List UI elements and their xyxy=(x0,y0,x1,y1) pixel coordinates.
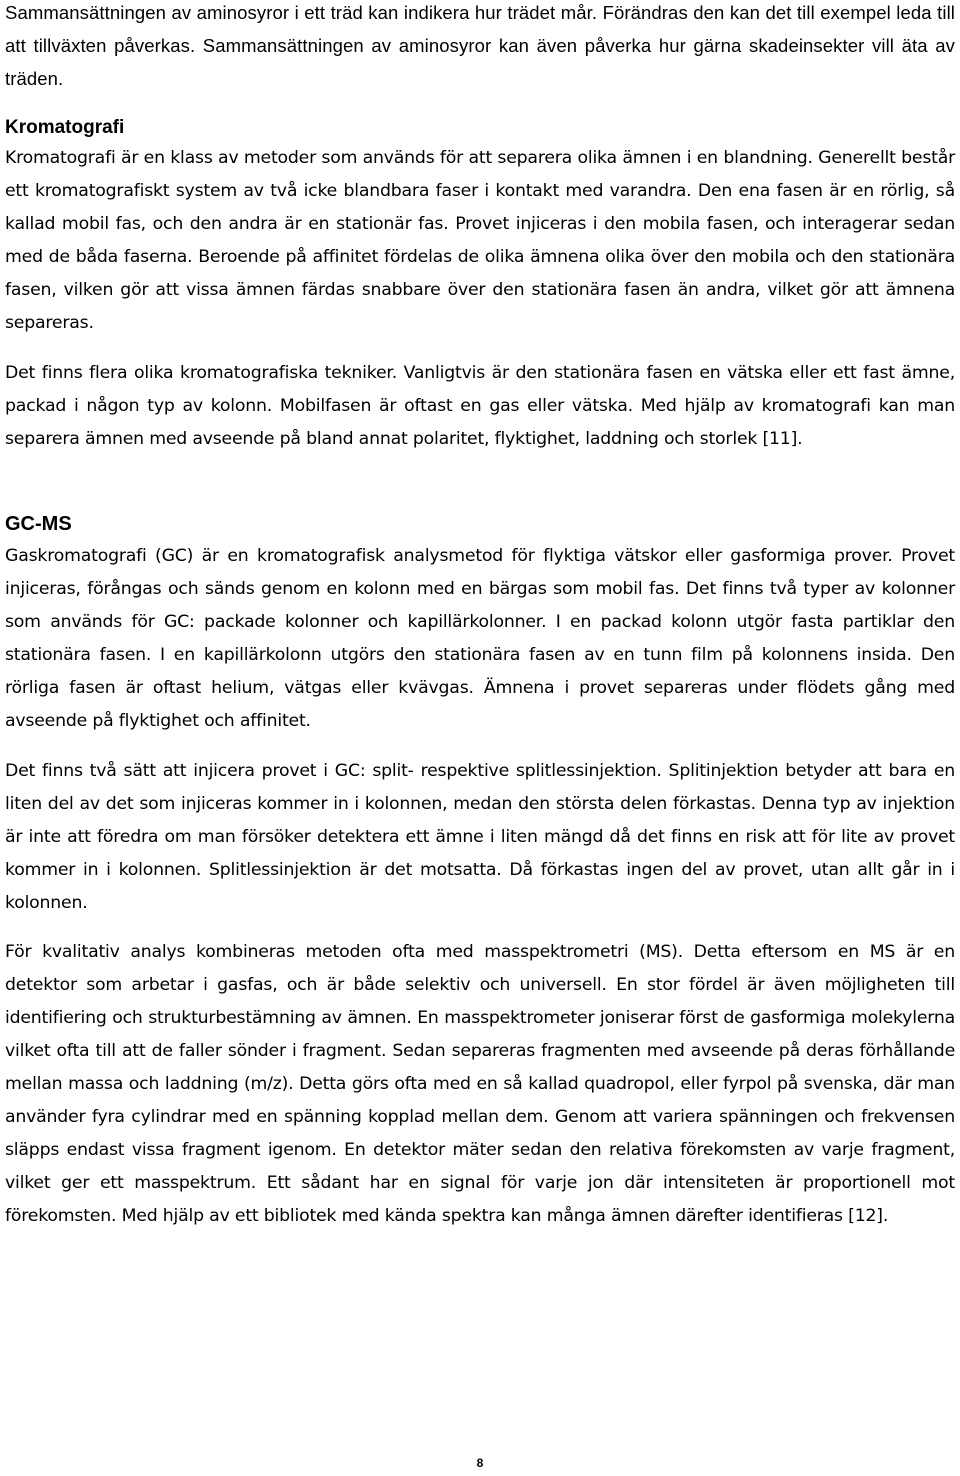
gcms-paragraph-1: Gaskromatografi (GC) är en kromatografisk analysmetod för flyktiga vätskor eller gasformiga prover. Provet injiceras, förångas och sänds genom en kolonn med en bärgas som mobil fas. Det finns två typer av kolonner som används för GC: packade kolonner och kapillärkolonner. I en packad kolonn utgör fasta partiklar den stationära fasen. I en kapillärkolonn utgörs den stationära fasen av en tunn film på kolonnens insida. Den rörliga fasen är oftast helium, vätgas eller kvävgas. Ämnena i provet separeras under flödets gång med avseende på flyktighet och affinitet. xyxy=(5,546,955,731)
section-kromatografi-paragraph-1-block xyxy=(5,142,955,340)
page-number: 8 xyxy=(476,1456,484,1470)
kromatografi-paragraph-1: Kromatografi är en klass av metoder som används för att separera olika ämnen i en blandning. Generellt består ett kromatografiskt system av två icke blandbara faser i kontakt med varandra. Den ena fasen är en rörlig, så kallad mobil fas, och den andra är en stationär fas. Provet injiceras i den mobila fasen, och interagerar sedan med de båda faserna. Beroende på affinitet fördelas de olika ämnena olika över den mobila och den stationära fasen, vilken gör att vissa ämnen färdas snabbare över den stationära fasen än andra, vilket gör att ämnena separeras. xyxy=(5,148,955,333)
section-gcms-heading-block xyxy=(5,511,955,537)
kromatografi-paragraph-2: Det finns flera olika kromatografiska tekniker. Vanligtvis är den stationära fasen en vätska eller ett fast ämne, packad i någon typ av kolonn. Mobilfasen är oftast en gas eller vätska. Med hjälp av kromatografi kan man separera ämnen med avseende på bland annat polaritet, flyktighet, laddning och storlek [11]. xyxy=(5,363,955,449)
section-gcms-paragraph-3-block xyxy=(5,936,955,1233)
gcms-paragraph-2: Det finns två sätt att injicera provet i GC: split- respektive splitlessinjektion. Splitinjektion betyder att bara en liten del av det som injiceras kommer in i kolonnen, medan den största delen förkastas. Denna typ av injektion är inte att föredra om man försöker detektera ett ämne i liten mängd då det finns en risk att för lite av provet kommer in i kolonnen. Splitlessinjektion är det motsatta. Då förkastas ingen del av provet, utan allt går in i kolonnen. xyxy=(5,761,955,913)
section-heading-kromatografi: Kromatografi xyxy=(5,117,125,138)
intro-paragraph-block xyxy=(5,0,955,95)
section-gcms-paragraph-2-block xyxy=(5,755,955,920)
section-kromatografi-heading-block xyxy=(5,115,955,141)
section-kromatografi-paragraph-2-block xyxy=(5,357,955,456)
section-gcms-paragraph-1-block xyxy=(5,540,955,738)
gcms-paragraph-3: För kvalitativ analys kombineras metoden ofta med masspektrometri (MS). Detta eftersom en MS är en detektor som arbetar i gasfas, och är både selektiv och universell. En stor fördel är även möjligheten till identifiering och strukturbestämning av ämnen. En masspektrometer joniserar först de gasformiga molekylerna vilket ofta till att de faller sönder i fragment. Sedan separeras fragmenten med avseende på deras förhållande mellan massa och laddning (m/z). Detta görs ofta med en så kallad quadropol, eller fyrpol på svenska, där man använder fyra cylindrar med en spänning kopplad mellan dem. Genom att variera spänningen och frekvensen släpps endast vissa fragment igenom. En detektor mäter sedan den relativa förekomsten av varje fragment, vilket ger ett masspektrum. Ett sådant har en signal för varje jon där intensiteten är proportionell mot förekomsten. Med hjälp av ett bibliotek med kända spektra kan många ämnen därefter identifieras [12]. xyxy=(5,942,955,1226)
section-heading-gcms: GC-MS xyxy=(5,513,72,535)
intro-paragraph: Sammansättningen av aminosyror i ett träd kan indikera hur trädet mår. Förändras den kan det till exempel leda till att tillväxten påverkas. Sammansättningen av aminosyror kan även påverka hur gärna skadeinsekter vill äta av träden. xyxy=(5,2,955,89)
